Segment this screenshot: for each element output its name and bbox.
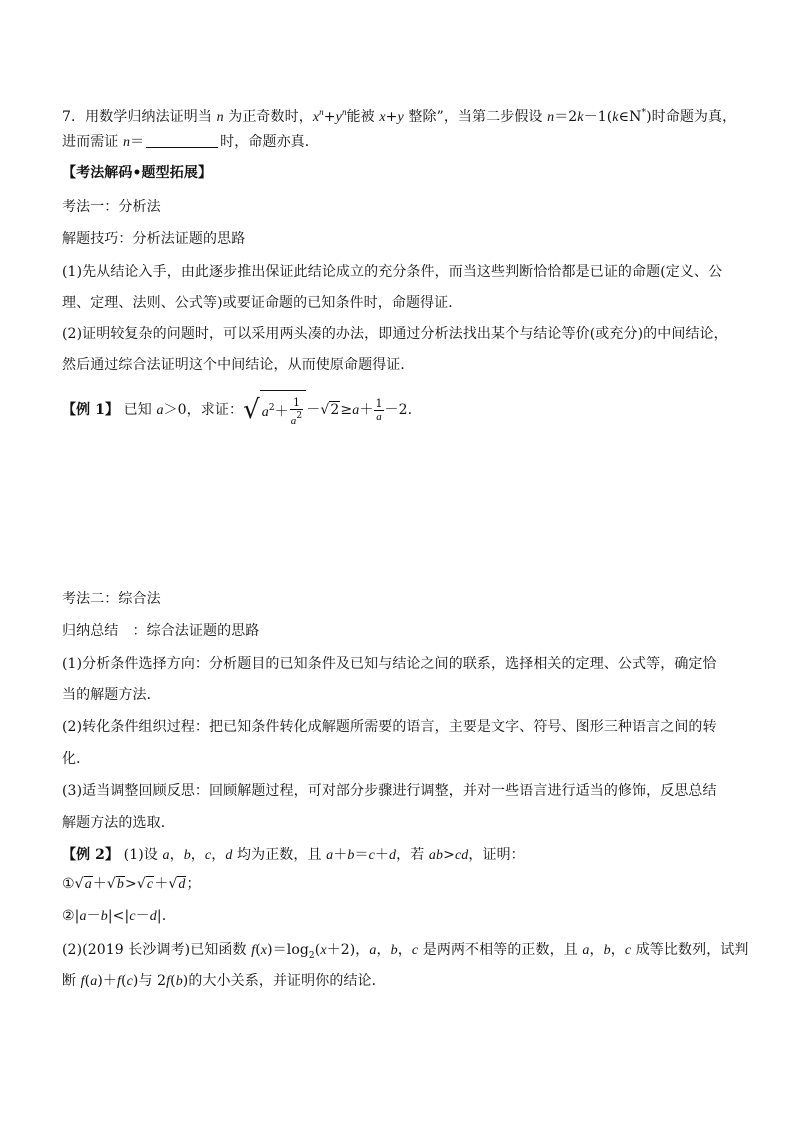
question-7-line-2: 进而需证 n＝ 时，命题亦真． <box>62 134 319 150</box>
example-2-item-1: ①√a＋√b>√c＋√d； <box>62 876 201 892</box>
example-2-label: 【例 2】 <box>62 847 120 863</box>
example-1: 【例 1】 已知 a＞0，求证：√ $a^2+$ $\frac{1}{a^2}$ －√2≥a＋ $\frac{1}{a}$ －2. <box>62 390 732 424</box>
example-2-part-2-line-2: 断 f(a)＋f(c)与 2f(b)的大小关系，并证明你的结论． <box>62 973 386 989</box>
method-2-p1-line-1: (1)分析条件选择方向：分析题目的已知条件及已知与结论之间的联系，选择相关的定理、公式等，确定恰 <box>62 656 717 672</box>
example-2-line-1: 【例 2】 (1)设 a，b，c，d 均为正数，且 a＋b＝c＋d，若 ab>cd，证明： <box>62 847 525 863</box>
sqrt-expression: √ $a^2+$ $\frac{1}{a^2}$ <box>243 390 306 430</box>
method-1-tip: 解题技巧：分析法证题的思路 <box>62 231 246 247</box>
method-1-p1-line-1: (1)先从结论入手，由此逐步推出保证此结论成立的充分条件，而当这些判断恰恰都是已证的命题(定义、公 <box>62 264 723 280</box>
example-1-label: 【例 1】 <box>62 402 120 418</box>
method-2-p2-line-1: (2)转化条件组织过程：把已知条件转化成解题所需要的语言，主要是文字、符号、图形三种语言之间的转 <box>62 719 717 735</box>
method-1-p1-line-2: 理、定理、法则、公式等)或要证命题的已知条件时，命题得证． <box>62 295 463 311</box>
method-2-p1-line-2: 当的解题方法． <box>62 687 161 703</box>
method-1-title: 考法一：分析法 <box>62 199 161 215</box>
method-1-p2-line-1: (2)证明较复杂的问题时，可以采用两头凑的办法，即通过分析法找出某个与结论等价(或充分)的中间结论， <box>62 326 728 342</box>
section-header: 【考法解码•题型拓展】 <box>62 165 213 181</box>
method-2-p2-line-2: 化． <box>62 751 91 767</box>
example-2-part-2-line-1: (2)(2019 长沙调考)已知函数 $f(x)=\log_2(x+2)$，a，b，c 是两两不相等的正数，且 a，b，c 成等比数列，试判 <box>62 942 749 961</box>
question-7-line-1: 7．用数学归纳法证明当 n 为正奇数时，$x^n+y^n$能被 x+y 整除”，当第二步假设 n＝2k－1(k∈N*)时命题为真， <box>62 107 737 125</box>
example-2-item-2: ②|a－b|<|c－d|. <box>62 908 167 924</box>
method-2-p3-line-2: 解题方法的选取． <box>62 815 175 831</box>
method-2-p3-line-1: (3)适当调整回顾反思：回顾解题过程，可对部分步骤进行调整，并对一些语言进行适当的修饰，反思总结 <box>62 783 717 799</box>
method-2-tip: 归纳总结 ：综合法证题的思路 <box>62 623 260 639</box>
answer-blank[interactable] <box>146 133 218 148</box>
method-1-p2-line-2: 然后通过综合法证明这个中间结论，从而使原命题得证． <box>62 357 415 373</box>
method-2-title: 考法二：综合法 <box>62 591 161 607</box>
